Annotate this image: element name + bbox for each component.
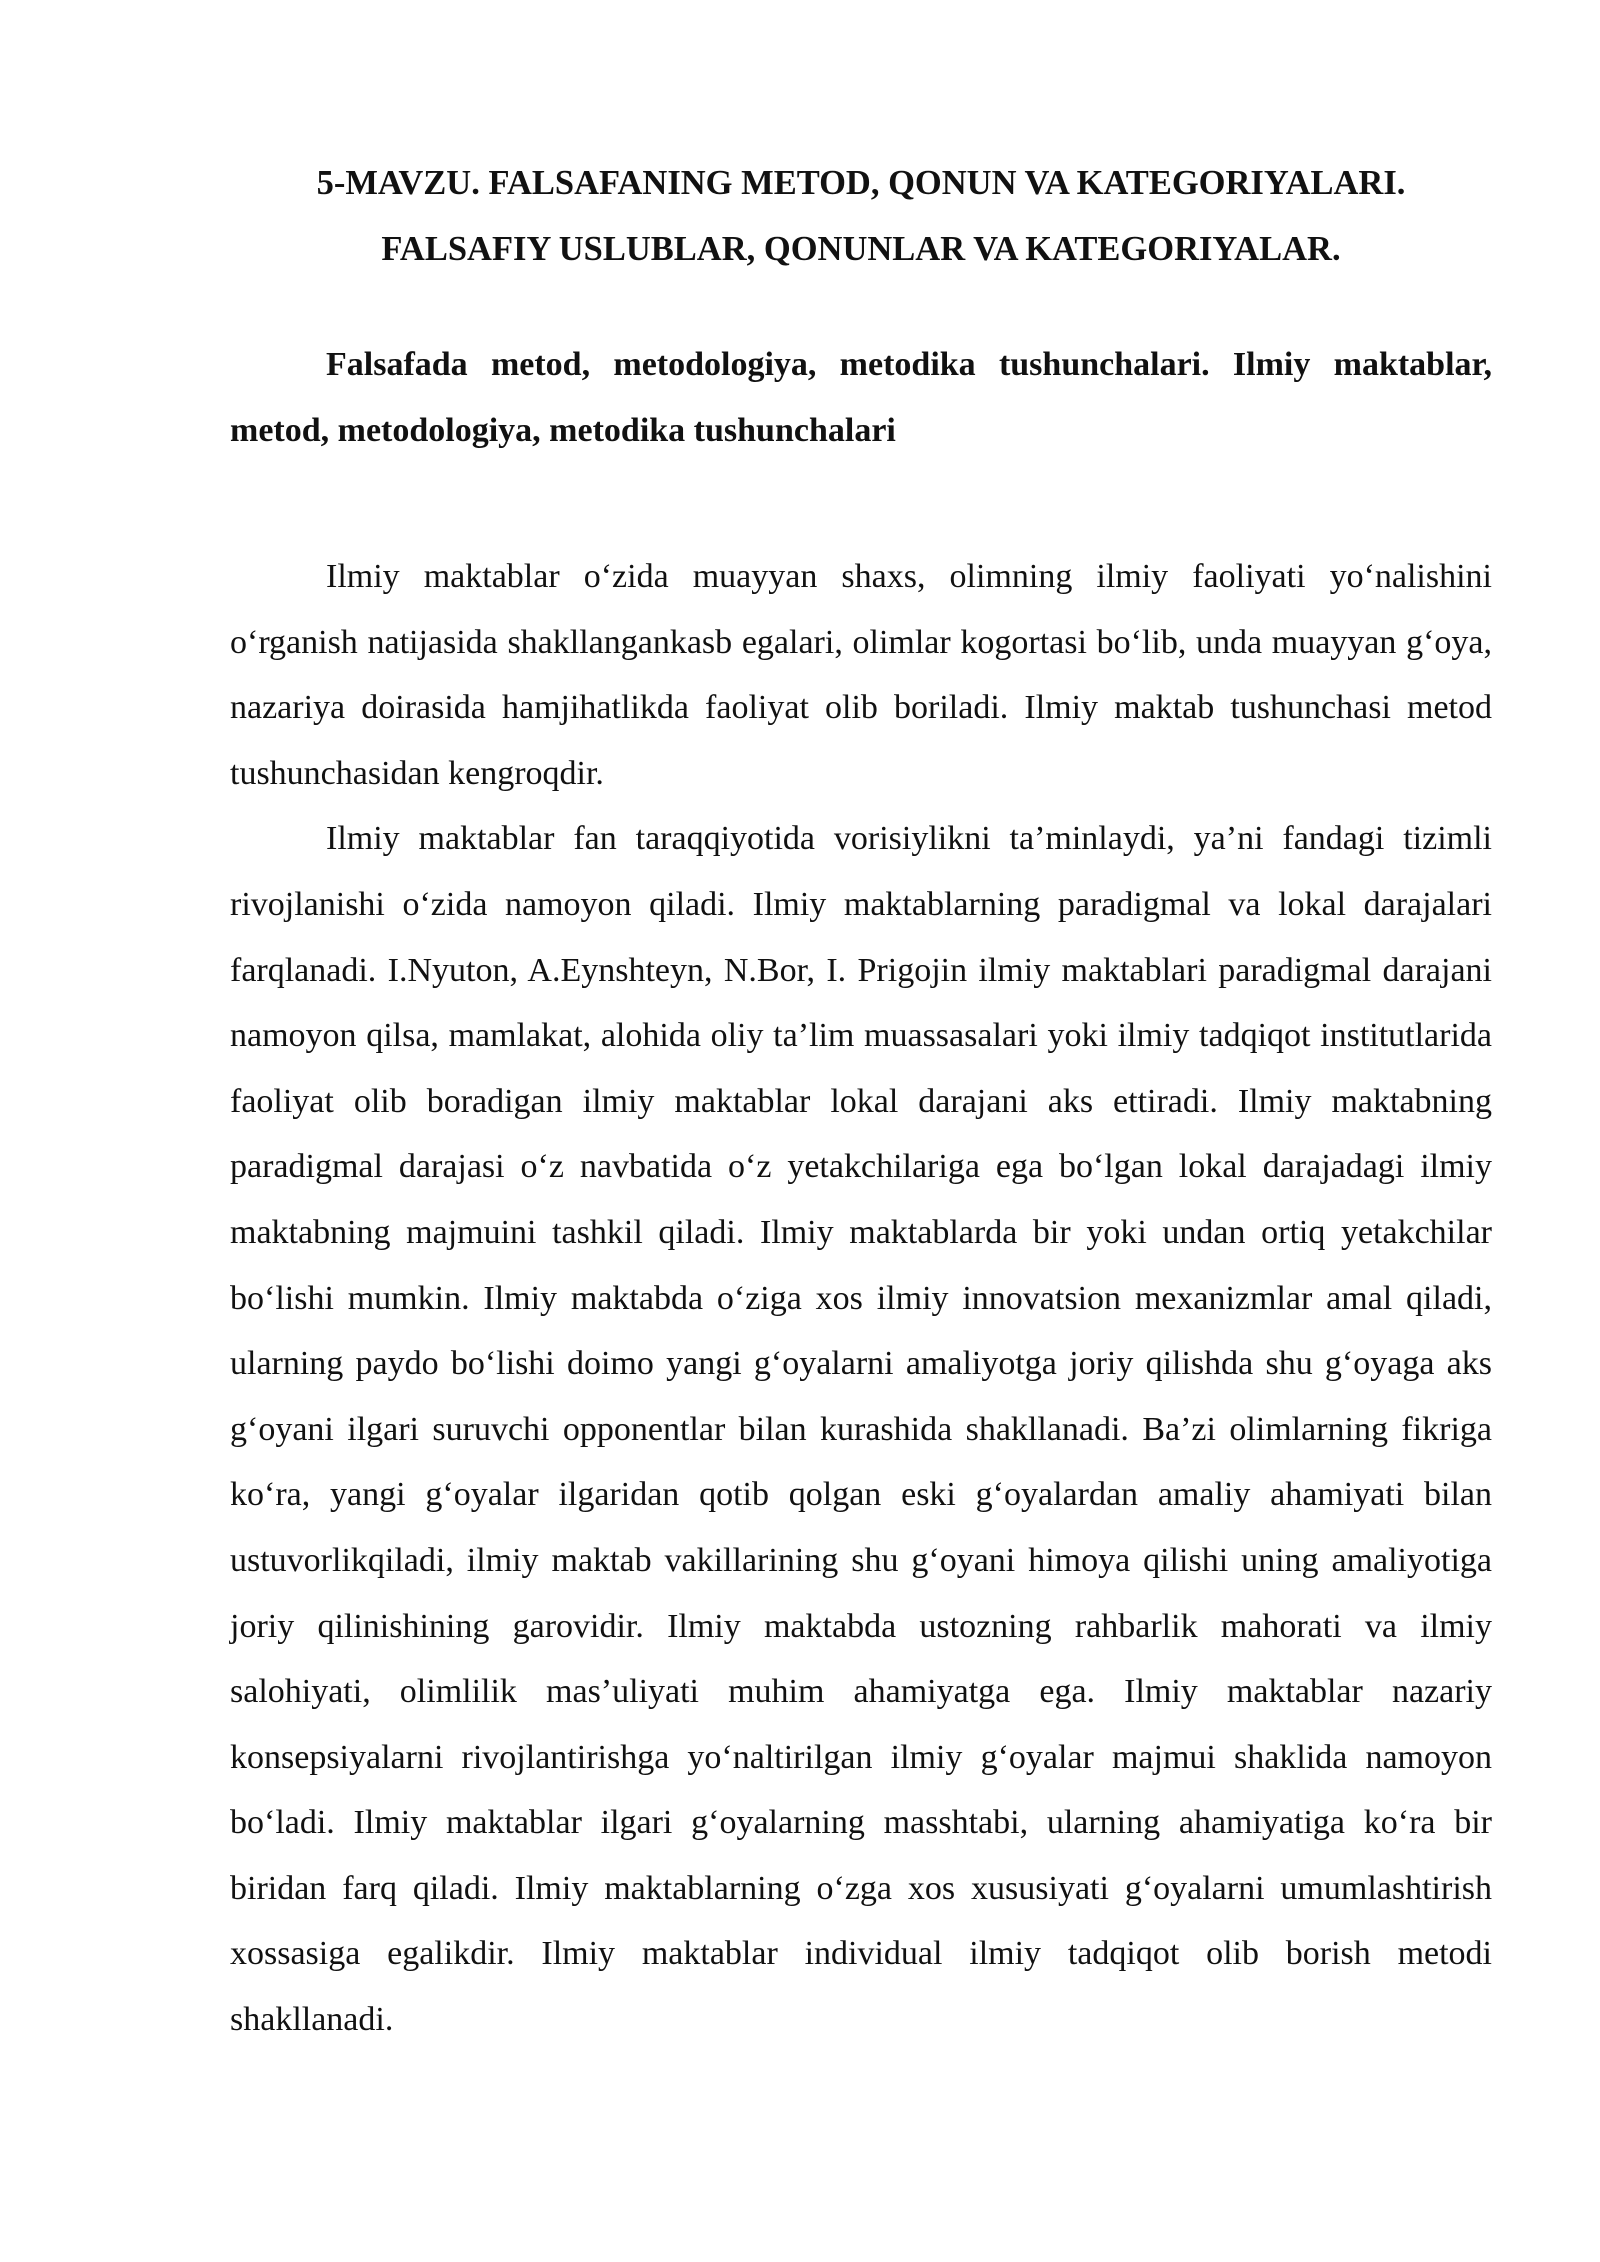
document-body (230, 150, 1492, 2053)
paragraph-2: Ilmiy maktablar fan taraqqiyotida vorisiylikni ta’minlaydi, ya’ni fandagi tizimli rivojlanishi o‘zida namoyon qiladi. Ilmiy maktablarning paradigmal va lokal darajalari farqlanadi. I.Nyuton, A.Eynshteyn, N.Bor, I. Prigojin ilmiy maktablari paradigmal darajani namoyon qilsa, mamlakat, alohida oliy ta’lim muassasalari yoki ilmiy tadqiqot institutlarida faoliyat olib boradigan ilmiy maktablar lokal darajani aks ettiradi. Ilmiy maktabning paradigmal darajasi o‘z navbatida o‘z yetakchilariga ega bo‘lgan lokal darajadagi ilmiy maktabning majmuini tashkil qiladi. Ilmiy maktablarda bir yoki undan ortiq yetakchilar bo‘lishi mumkin. Ilmiy maktabda o‘ziga xos ilmiy innovatsion mexanizmlar amal qiladi, ularning paydo bo‘lishi doimo yangi g‘oyalarni amaliyotga joriy qilishda shu g‘oyaga aks g‘oyani ilgari suruvchi opponentlar bilan kurashida shakllanadi. Ba’zi olimlarning fikriga ko‘ra, yangi g‘oyalar ilgaridan qotib qolgan eski g‘oyalardan amaliy ahamiyati bilan ustuvorlikqiladi, ilmiy maktab vakillarining shu g‘oyani himoya qilishi uning amaliyotiga joriy qilinishining garovidir. Ilmiy maktabda ustozning rahbarlik mahorati va ilmiy salohiyati, olimlilik mas’uliyati muhim ahamiyatga ega. Ilmiy maktablar nazariy konsepsiyalarni rivojlantirishga yo‘naltirilgan ilmiy g‘oyalar majmui shaklida namoyon bo‘ladi. Ilmiy maktablar ilgari g‘oyalarning masshtabi, ularning ahamiyatiga ko‘ra bir biridan farq qiladi. Ilmiy maktablarning o‘zga xos xususiyati g‘oyalarni umumlashtirish xossasiga egalikdir. Ilmiy maktablar individual ilmiy tadqiqot olib borish metodi shakllanadi. (230, 820, 1492, 2039)
title-line-2: FALSAFIY USLUBLAR, QONUNLAR VA KATEGORIYALAR. (381, 230, 1341, 268)
section-subheading: Falsafada metod, metodologiya, metodika tushunchalari. Ilmiy maktablar, metod, metodologiya, metodika tushunchalari (230, 346, 1492, 449)
page-title (230, 150, 1492, 282)
paragraph-1: Ilmiy maktablar o‘zida muayyan shaxs, olimning ilmiy faoliyati yo‘nalishini o‘rganish natijasida shakllangankasb egalari, olimlar kogortasi bo‘lib, unda muayyan g‘oya, nazariya doirasida hamjihatlikda faoliyat olib boriladi. Ilmiy maktab tushunchasi metod tushunchasidan kengroqdir. (230, 558, 1492, 792)
title-line-1: 5-MAVZU. FALSAFANING METOD, QONUN VA KATEGORIYALARI. (316, 164, 1406, 202)
